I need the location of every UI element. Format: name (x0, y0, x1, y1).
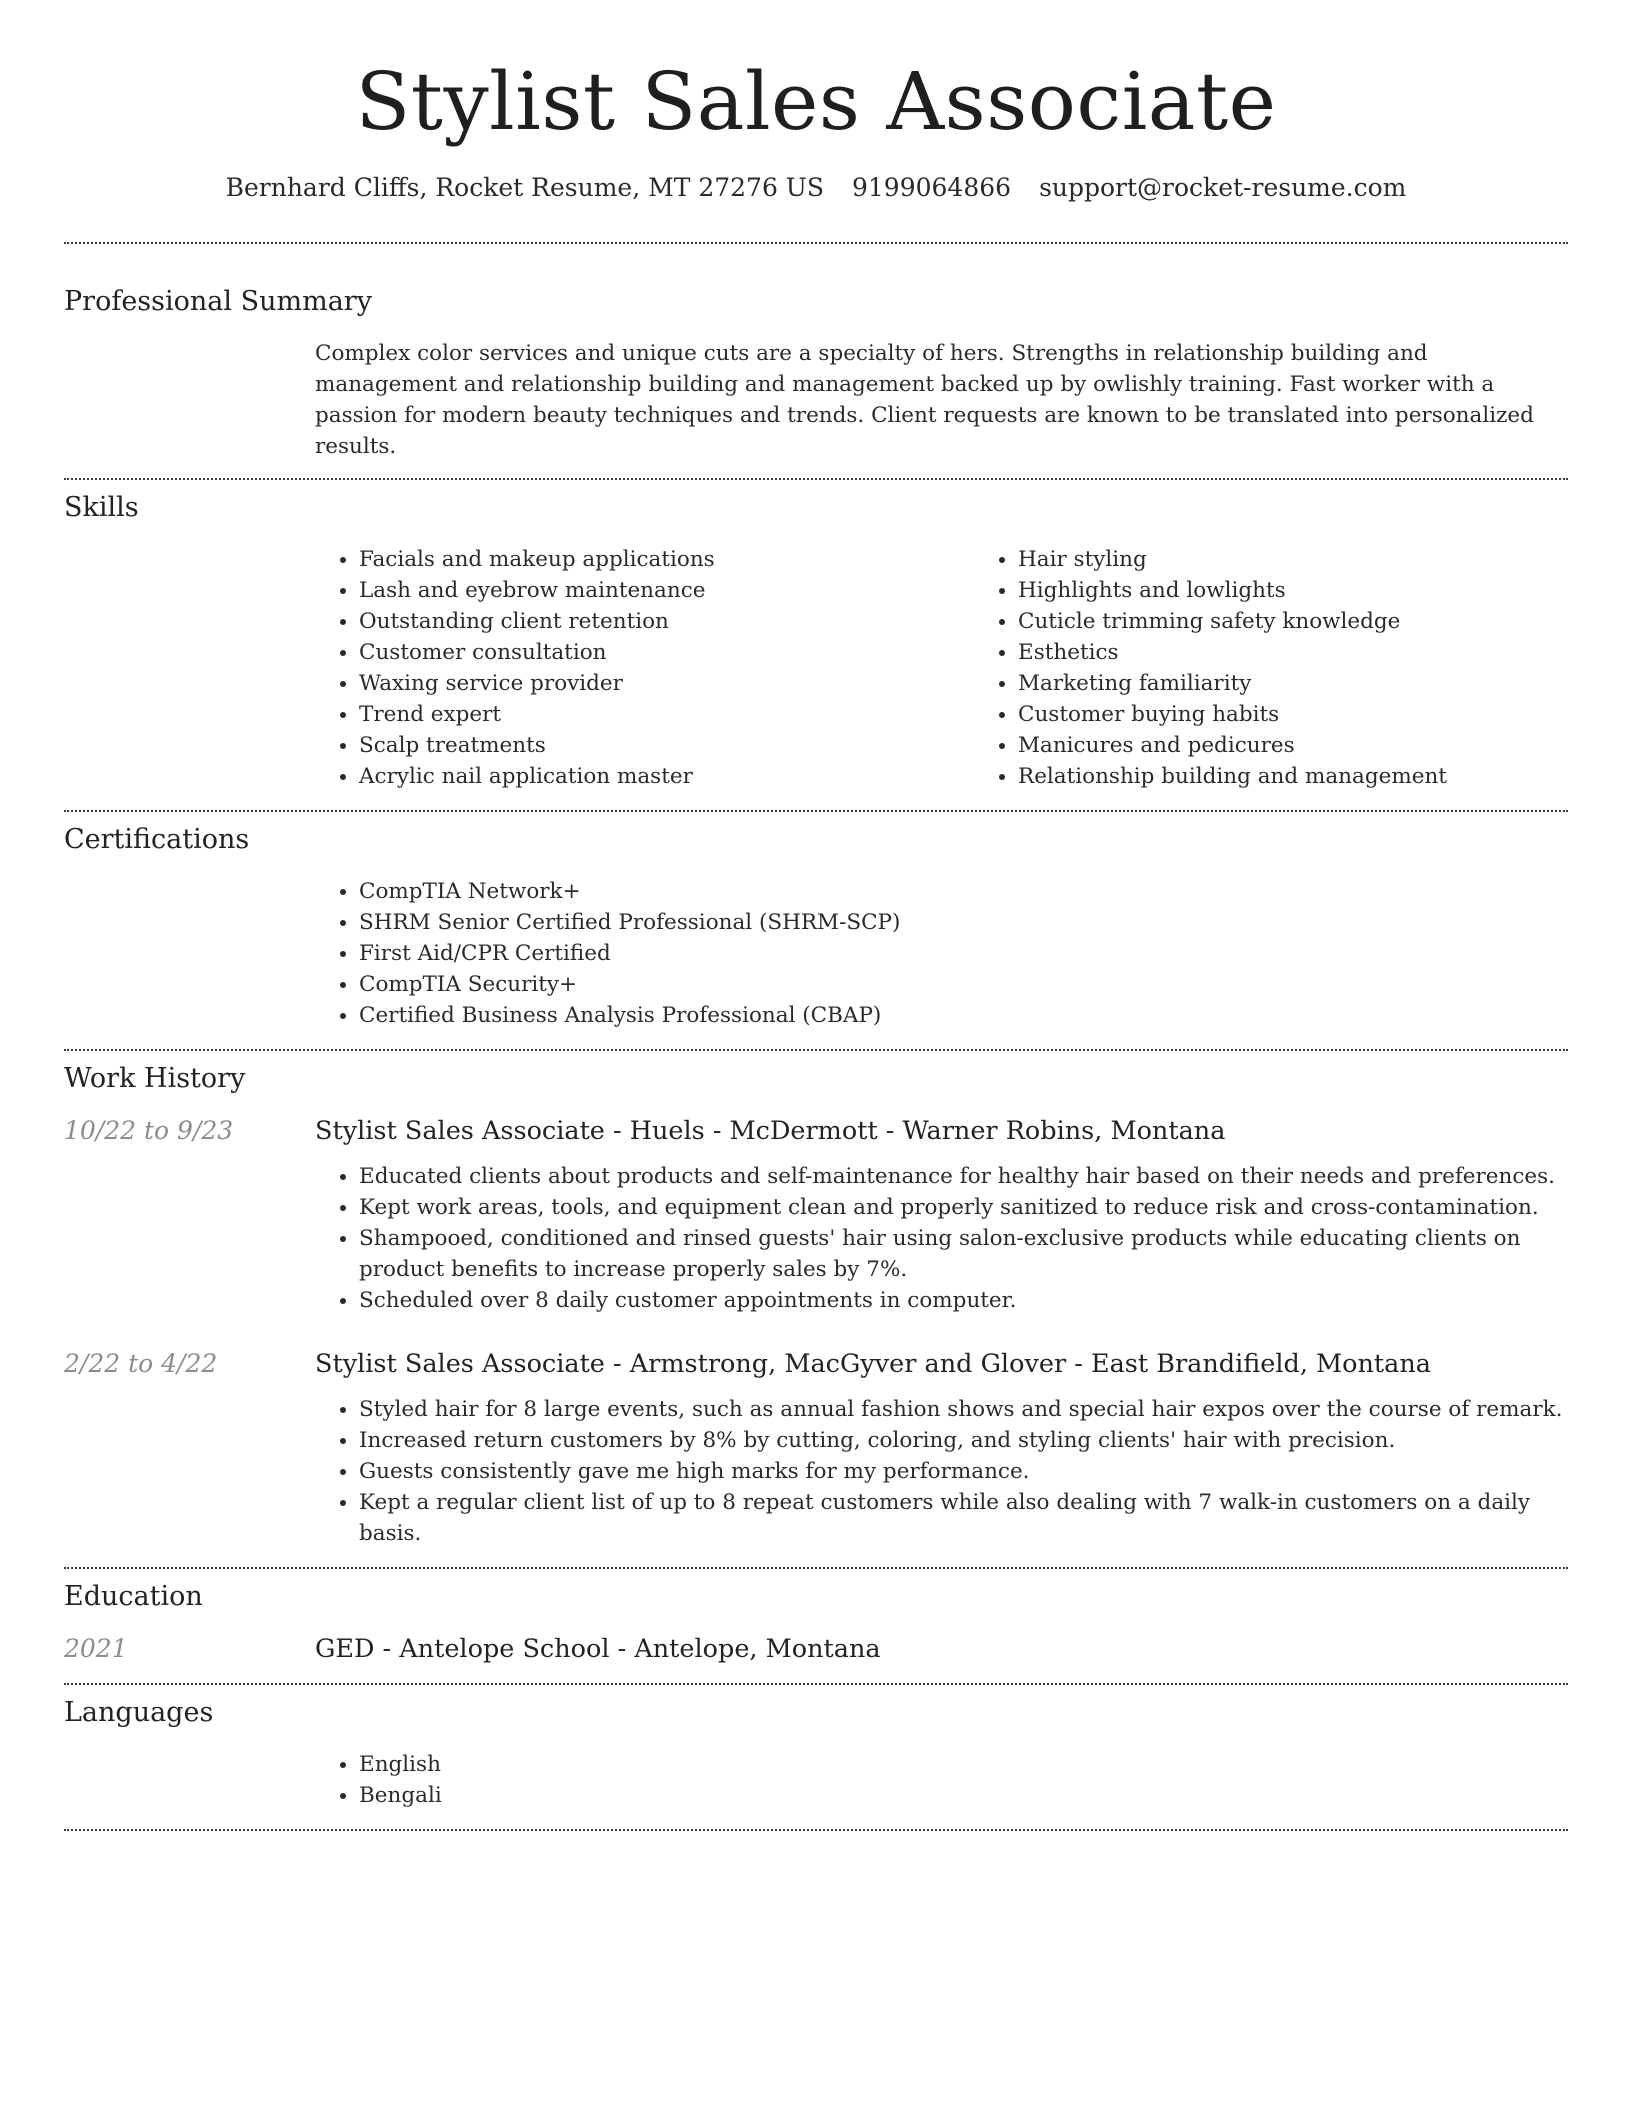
list-item: • Lash and eyebrow maintenance (359, 575, 974, 606)
contact-phone: 9199064866 (852, 173, 1012, 202)
list-item: • Kept work areas, tools, and equipment clean and properly sanitized to reduce risk and cross-contamination. (359, 1192, 1568, 1223)
list-item: • Customer buying habits (1018, 699, 1632, 730)
job-title: Stylist Sales Associate - Armstrong, MacGyver and Glover - East Brandifield, Montana (315, 1349, 1431, 1379)
job-details (315, 1161, 1568, 1316)
job-details (315, 1394, 1568, 1549)
section-title-summary: Professional Summary (64, 286, 372, 317)
contact-line (64, 170, 1568, 206)
job-date: 10/22 to 9/23 (64, 1116, 234, 1145)
list-item: • Cuticle trimming safety knowledge (1018, 606, 1632, 637)
list-item: • Bengali (359, 1780, 1568, 1811)
summary-text: Complex color services and unique cuts are a specialty of hers. Strengths in relationship building and management and relationship building and management backed up by owlishly training. Fast worker with a passion for modern beauty techniques and trends. Client requests are known to be translated into personalized results. (315, 341, 1534, 459)
resume-name: Stylist Sales Associate (355, 55, 1277, 148)
section-title-languages: Languages (64, 1697, 214, 1728)
list-item: • Outstanding client retention (359, 606, 974, 637)
summary-content (315, 338, 1568, 462)
list-item: • Trend expert (359, 699, 974, 730)
list-item: • Manicures and pedicures (1018, 730, 1632, 761)
section-title-certifications: Certifications (64, 824, 250, 855)
list-item: • Esthetics (1018, 637, 1632, 668)
languages-content (315, 1749, 1568, 1811)
section-skills (64, 480, 1568, 792)
job-entry (64, 1113, 1568, 1316)
section-title-skills: Skills (64, 492, 139, 523)
job-header (64, 1346, 1568, 1382)
list-item: • Scalp treatments (359, 730, 974, 761)
list-item: • Kept a regular client list of up to 8 repeat customers while also dealing with 7 walk-in customers on a daily basis. (359, 1487, 1568, 1549)
list-item: • CompTIA Network+ (359, 876, 1568, 907)
job-header (64, 1113, 1568, 1149)
section-title-work: Work History (64, 1063, 246, 1094)
certifications-content (315, 876, 1568, 1031)
list-item: • Waxing service provider (359, 668, 974, 699)
section-summary (64, 244, 1568, 462)
list-item: • Hair styling (1018, 544, 1632, 575)
list-item: • Relationship building and management (1018, 761, 1632, 792)
list-item: • Shampooed, conditioned and rinsed guests' hair using salon-exclusive products while educating clients on product benefits to increase properly sales by 7%. (359, 1223, 1568, 1285)
list-item: • Scheduled over 8 daily customer appointments in computer. (359, 1285, 1568, 1316)
list-item: • Facials and makeup applications (359, 544, 974, 575)
job-title: Stylist Sales Associate - Huels - McDermott - Warner Robins, Montana (315, 1116, 1226, 1146)
contact-email: support@rocket-resume.com (1039, 173, 1407, 202)
section-languages (64, 1685, 1568, 1811)
contact-address: Bernhard Cliffs, Rocket Resume, MT 27276 US (225, 173, 824, 202)
section-education (64, 1569, 1568, 1667)
section-work-history (64, 1051, 1568, 1549)
certifications-list (315, 876, 1568, 1031)
list-item: • CompTIA Security+ (359, 969, 1568, 1000)
skills-list-right (974, 544, 1632, 792)
job-date: 2/22 to 4/22 (64, 1349, 218, 1378)
list-item: • Styled hair for 8 large events, such as annual fashion shows and special hair expos over the course of remark. (359, 1394, 1568, 1425)
skills-list-left (315, 544, 974, 792)
list-item: • Educated clients about products and self-maintenance for healthy hair based on their needs and preferences. (359, 1161, 1568, 1192)
list-item: • Marketing familiarity (1018, 668, 1632, 699)
job-bullets (315, 1161, 1568, 1316)
divider (64, 1829, 1568, 1831)
list-item: • Certified Business Analysis Professional (CBAP) (359, 1000, 1568, 1031)
skills-content (315, 544, 1568, 792)
education-degree: GED - Antelope School - Antelope, Montana (315, 1634, 881, 1664)
list-item: • Increased return customers by 8% by cutting, coloring, and styling clients' hair with precision. (359, 1425, 1568, 1456)
list-item: • Customer consultation (359, 637, 974, 668)
section-certifications (64, 812, 1568, 1031)
education-entry (64, 1631, 1568, 1667)
list-item: • First Aid/CPR Certified (359, 938, 1568, 969)
list-item: • English (359, 1749, 1568, 1780)
list-item: • Acrylic nail application master (359, 761, 974, 792)
section-title-education: Education (64, 1581, 203, 1612)
list-item: • Highlights and lowlights (1018, 575, 1632, 606)
education-date: 2021 (64, 1634, 128, 1663)
languages-list (315, 1749, 1568, 1811)
list-item: • Guests consistently gave me high marks for my performance. (359, 1456, 1568, 1487)
job-entry (64, 1346, 1568, 1549)
list-item: • SHRM Senior Certified Professional (SHRM-SCP) (359, 907, 1568, 938)
job-bullets (315, 1394, 1568, 1549)
